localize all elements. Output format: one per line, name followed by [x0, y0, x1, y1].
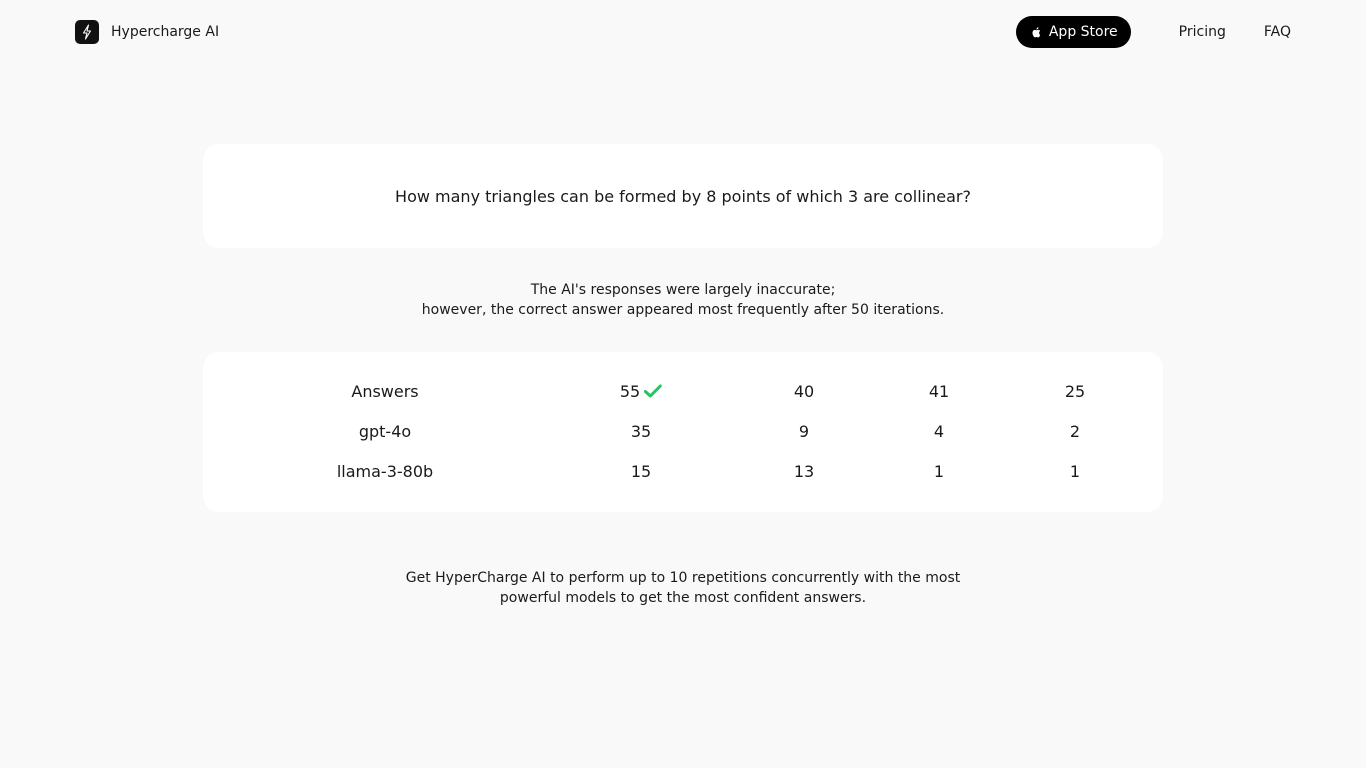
count-value: 2 [1069, 422, 1081, 441]
header [0, 0, 1366, 64]
answer-cell-correct [620, 372, 662, 412]
count-value: 9 [798, 422, 810, 441]
cta-text: Get HyperCharge AI to perform up to 10 repetitions concurrently with the most powerful models to get the most confident answers. [405, 570, 961, 606]
nav-pricing-link[interactable]: Pricing [1178, 24, 1226, 40]
brand-name: Hypercharge AI [111, 24, 220, 40]
question-card [203, 144, 1163, 248]
table-row-gpt-4o [203, 412, 1163, 452]
count-value: 1 [933, 462, 945, 481]
answer-value: 40 [793, 382, 815, 401]
table-row-answers [203, 372, 1163, 412]
answer-value: 25 [1064, 382, 1086, 401]
row-label: llama-3-80b [336, 462, 434, 481]
brand-link[interactable] [75, 20, 219, 44]
count-value: 1 [1069, 462, 1081, 481]
row-label: gpt-4o [358, 422, 412, 441]
table-row-llama-3-80b [203, 452, 1163, 492]
nav-faq-link[interactable]: FAQ [1263, 24, 1291, 40]
count-value: 4 [933, 422, 945, 441]
top-nav [1016, 16, 1291, 48]
lightning-icon [75, 20, 99, 44]
summary-text [203, 280, 1163, 320]
app-store-label: App Store [1048, 24, 1118, 40]
app-store-button[interactable] [1016, 16, 1131, 48]
row-label: Answers [351, 382, 419, 401]
summary-line-1: The AI's responses were largely inaccurate; [530, 282, 836, 298]
answer-value: 55 [619, 382, 641, 401]
checkmark-icon [644, 384, 662, 398]
question-text: How many triangles can be formed by 8 points of which 3 are collinear? [395, 186, 971, 206]
count-value: 15 [630, 462, 652, 481]
answer-value: 41 [928, 382, 950, 401]
count-value: 13 [793, 462, 815, 481]
summary-line-2: however, the correct answer appeared most frequently after 50 iterations. [421, 302, 945, 318]
results-table [203, 352, 1163, 512]
apple-icon [1030, 26, 1041, 39]
count-value: 35 [630, 422, 652, 441]
